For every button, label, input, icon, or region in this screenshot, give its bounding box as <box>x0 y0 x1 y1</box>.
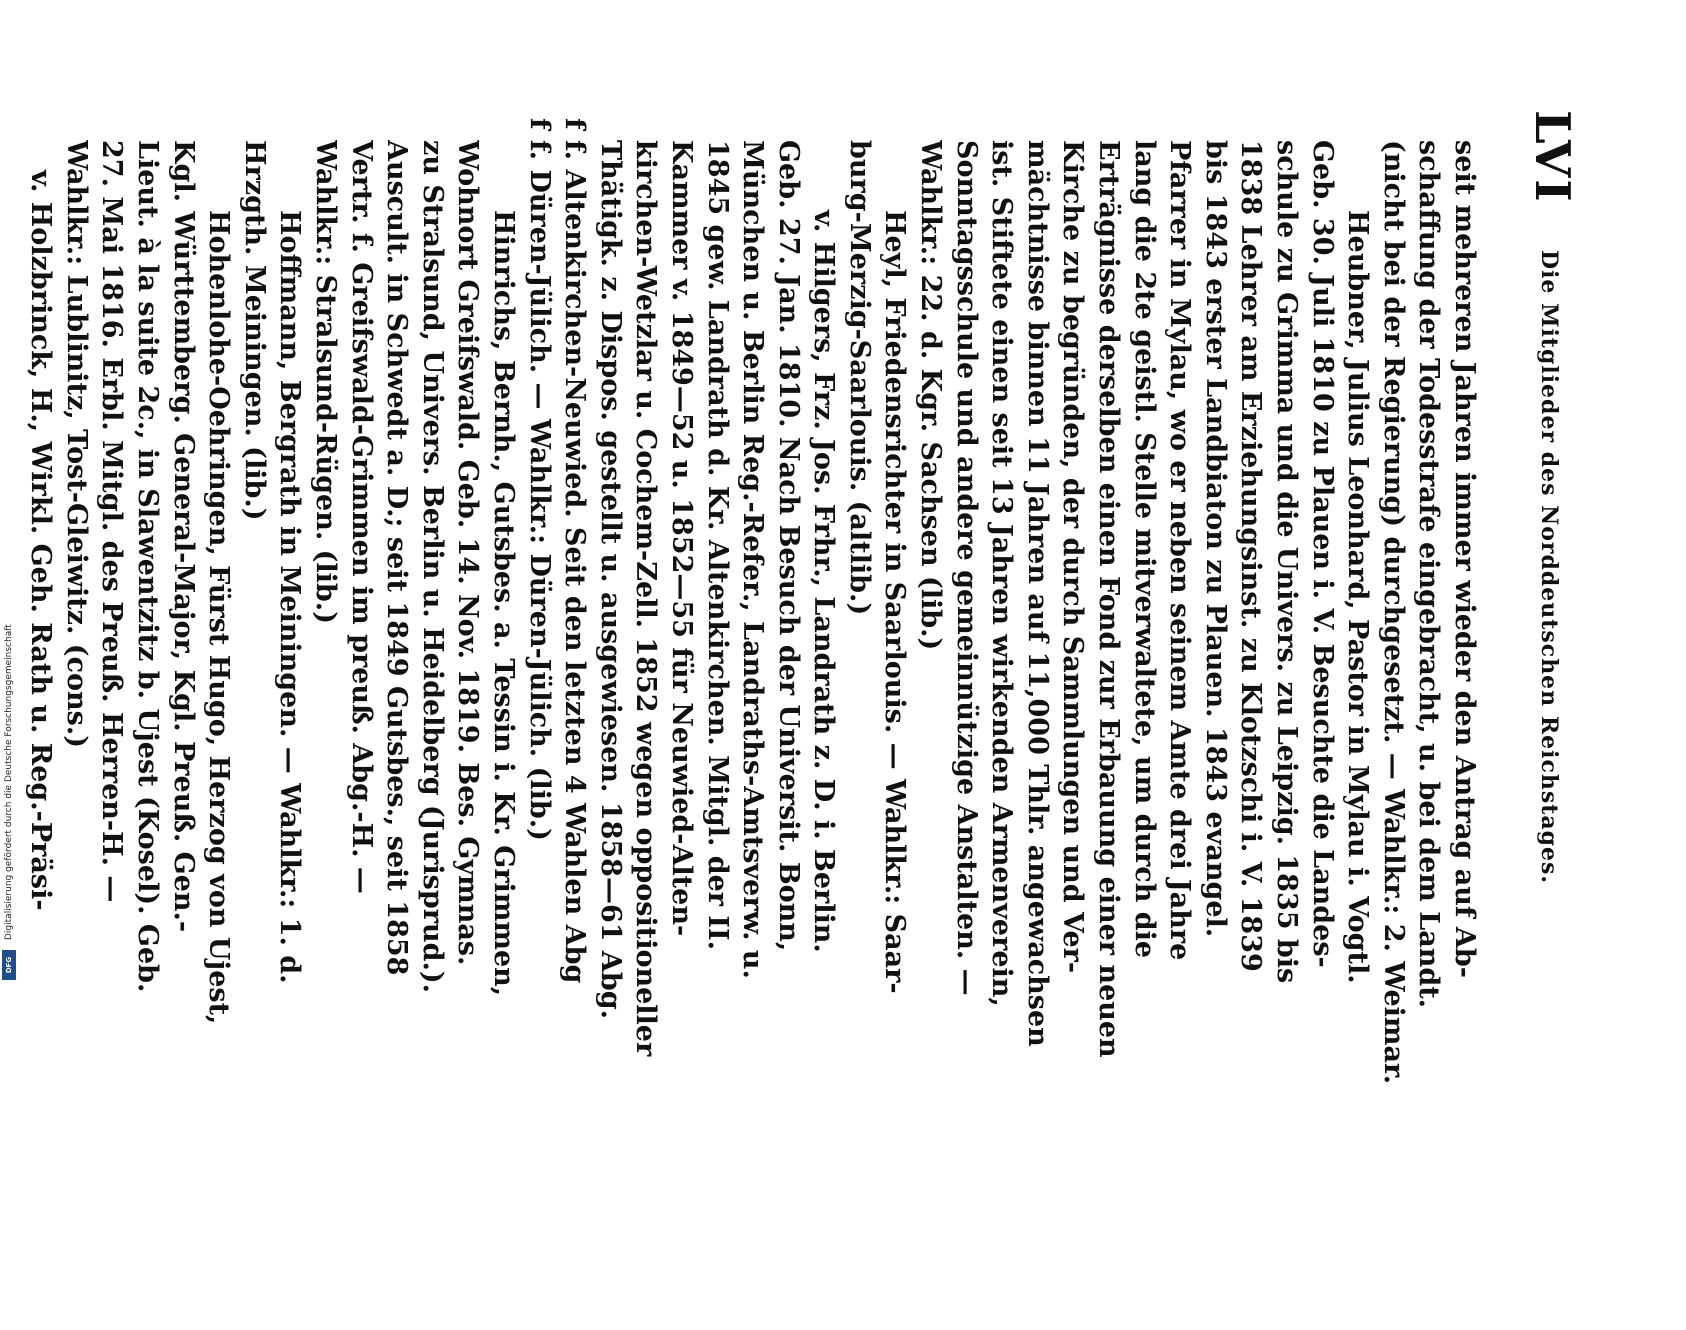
text-line: 1845 gew. Landrath d. Kr. Altenkirchen. Mitgl. der II. <box>701 140 733 951</box>
text-line: Pfarrer in Mylau, wo er neben seinem Amte drei Jahre <box>1164 140 1196 961</box>
scanned-page <box>25 70 1600 1085</box>
text-line: Sonntagsschule und andere gemeinnützige Anstalten. — <box>950 140 982 996</box>
text-line: 1838 Lehrer am Erziehungsinst. zu Klotzschi i. V. 1839 <box>1235 140 1267 972</box>
text-line: Auscult. in Schwedt a. D.; seit 1849 Gutsbes., seit 1858 <box>381 140 413 976</box>
marginal-mark: f <box>524 118 555 130</box>
text-line: Geb. 27. Jan. 1810. Nach Besuch der Universit. Bonn, <box>772 140 804 952</box>
entry-heading-line: Hoffmann, Bergrath in Meiningen. — Wahlkr.: 1. d. <box>274 210 306 984</box>
text-line: Erträgnisse derselben einen Fond zur Erbauung einer neuen <box>1093 140 1125 1058</box>
text-line: lang die 2te geistl. Stelle mitverwaltete, um durch die <box>1128 140 1160 959</box>
text-line: Vertr. f. Greifswald-Grimmen im preuß. Abg.-H. — <box>345 140 377 894</box>
entry-heading-line: Heubner, Julius Leonhard, Pastor in Mylau i. Vogtl. <box>1342 210 1374 984</box>
text-line: Wahlkr.: 22. d. Kgr. Sachsen (lib.) <box>915 140 947 651</box>
text-line: Thätigk. z. Dispos. gestellt u. ausgewiesen. 1858—61 Abg. <box>594 140 626 1020</box>
digitization-note <box>4 560 18 1000</box>
text-line: f. Düren-Jülich. — Wahlkr.: Düren-Jülich. (lib.) <box>523 140 555 841</box>
text-line: Lieut. à la suite 2c., in Slawentzitz b. Ujest (Kosel). Geb. <box>132 140 164 993</box>
marginal-mark: f <box>559 118 590 130</box>
page-number: LVI <box>1524 110 1580 204</box>
text-line: Wahlkr.: Stralsund-Rügen. (lib.) <box>310 140 341 624</box>
text-line: mächtnisse binnen 11 Jahren auf 11,000 Thlr. angewachsen <box>1021 140 1053 1047</box>
entry-heading-line: v. Hilgers, Frz. Jos. Frhr., Landrath z. D. i. Berlin. <box>808 210 840 953</box>
text-line: Geb. 30. Juli 1810 zu Plauen i. V. Besuchte die Landes- <box>1306 140 1338 968</box>
text-line: Wahlkr.: Lublinitz, Tost-Gleiwitz. (cons.) <box>60 140 92 749</box>
running-title: Die Mitglieder des Norddeutschen Reichstages. <box>1536 250 1562 885</box>
text-line: 27. Mai 1816. Erbl. Mitgl. des Preuß. Herren-H. — <box>96 140 128 903</box>
dfg-logo-icon <box>2 950 16 980</box>
text-line: (nicht bei der Regierung) durchgesetzt. — Wahlkr.: 2. Weimar. <box>1377 140 1409 1085</box>
text-line: München u. Berlin Reg.-Refer., Landraths-Amtsverw. u. <box>737 140 769 979</box>
entry-heading-line: Hohenlohe-Oehringen, Fürst Hugo, Herzog von Ujest, <box>203 210 235 1025</box>
text-line: Kgl. Württemberg. General-Major, Kgl. Preuß. Gen.- <box>167 140 199 933</box>
body-text <box>23 118 1482 1330</box>
text-line: bis 1843 erster Landbiaton zu Plauen. 1843 evangel. <box>1199 140 1231 938</box>
digitization-note-text: Digitalisierung gefördert durch die Deutsche Forschungsgemeinschaft <box>4 624 14 940</box>
text-line: schule zu Grimma und die Univers. zu Leipzig. 1835 bis <box>1271 140 1303 984</box>
text-line: Kammer v. 1849—52 u. 1852—55 für Neuwied-Alten- <box>665 140 697 937</box>
text-line: seit mehreren Jahren immer wieder den Antrag auf Ab- <box>1449 140 1480 978</box>
text-line: Hrzgth. Meiningen. (lib.) <box>238 140 270 521</box>
entry-heading-line: Hinrichs, Bernh., Gutsbes. a. Tessin i. Kr. Grimmen, <box>487 210 519 997</box>
text-line: burg-Merzig-Saarlouis. (altlib.) <box>843 140 875 616</box>
entry-heading-line: Heyl, Friedensrichter in Saarlouis. — Wahlkr.: Saar- <box>879 210 911 994</box>
dfg-logo-text: DFG <box>5 956 13 974</box>
page-header <box>1510 110 1580 1030</box>
text-line: Wohnort Greifswald. Geb. 14. Nov. 1819. Bes. Gymnas. <box>452 140 484 966</box>
text-line: zu Stralsund, Univers. Berlin u. Heidelberg (Jurisprud.). <box>416 140 448 994</box>
text-line: f. Altenkirchen-Neuwied. Seit den letzten 4 Wahlen Abg <box>559 140 591 984</box>
text-line: schaffung der Todesstrafe eingebracht, u. bei dem Landt. <box>1413 140 1445 1009</box>
entry-heading-line: v. Holzbrinck, H., Wirkl. Geh. Rath u. Reg.-Präsi- <box>25 170 57 911</box>
text-line: Kirche zu begründen, der durch Sammlungen und Ver- <box>1057 140 1089 974</box>
text-line: ist. Stiftete einen seit 13 Jahren wirkenden Armenverein, <box>986 140 1018 1007</box>
text-line: kirchen-Wetzlar u. Cochem-Zell. 1852 wegen oppositioneller <box>630 140 662 1057</box>
